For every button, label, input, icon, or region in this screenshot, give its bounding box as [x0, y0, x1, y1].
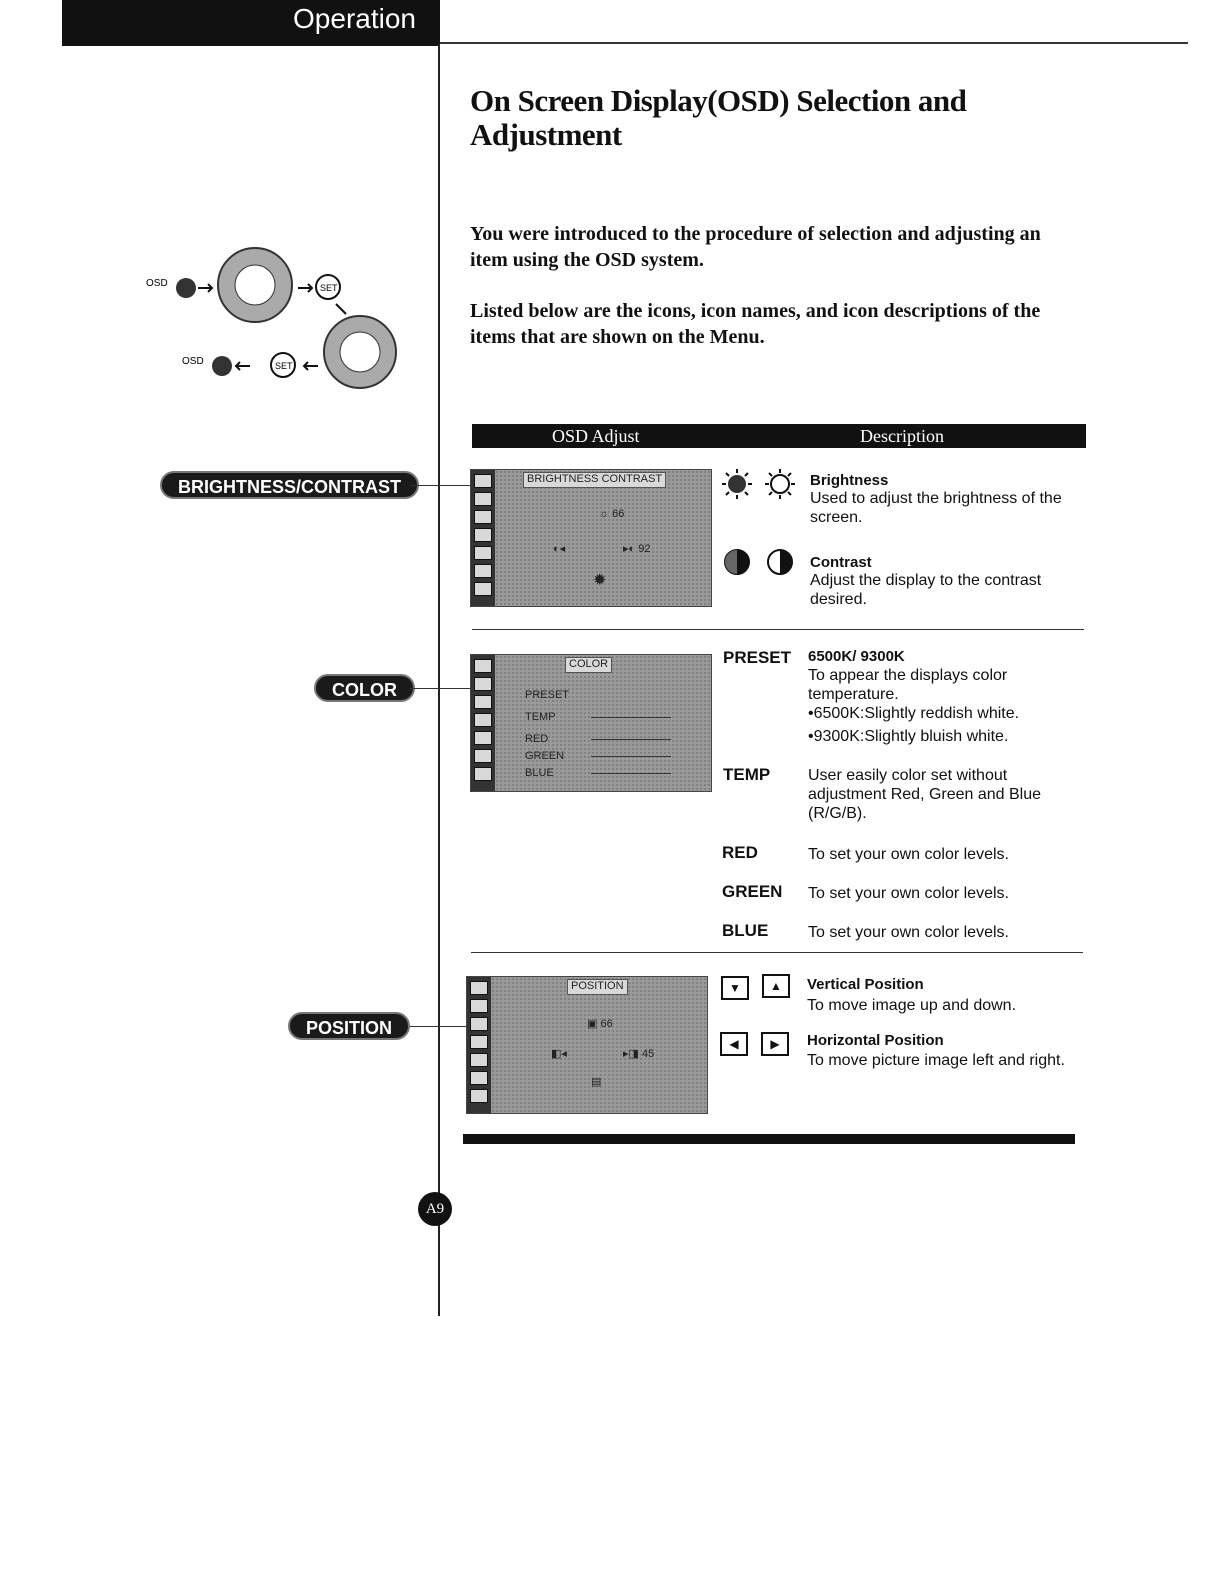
contrast-dark-icon [723, 548, 751, 576]
preset-description: To appear the displays color temperature. [808, 667, 1008, 703]
position-label: POSITION [288, 1012, 410, 1040]
osd-row-preset: PRESET [525, 689, 570, 701]
table-header [472, 424, 1086, 448]
osd-vertical-bottom: ▤ [591, 1076, 602, 1088]
green-key: GREEN [722, 882, 783, 901]
red-description: To set your own color levels. [808, 846, 1009, 863]
page-divider [438, 44, 440, 1316]
osd-brightness-value: ☼ 66 [599, 508, 625, 520]
temp-key: TEMP [723, 765, 771, 784]
column-header-osd-adjust: OSD Adjust [552, 426, 640, 446]
osd-menu-title: COLOR [565, 657, 612, 673]
osd-slider-temp [591, 717, 671, 718]
blue-key: BLUE [722, 921, 769, 940]
osd-slider-green [591, 756, 671, 757]
osd-row-temp: TEMP [525, 711, 556, 723]
horizontal-right-icon: ▶ [761, 1032, 789, 1056]
contrast-title: Contrast [810, 554, 872, 571]
osd-contrast-value: ▸◐ 92 [623, 543, 651, 555]
osd-icon-column [467, 977, 491, 1113]
arrow-right-icon [198, 284, 212, 292]
brightness-dark-icon [722, 468, 752, 500]
page-title: On Screen Display(OSD) Selection and Adjustment [470, 83, 967, 152]
color-label: COLOR [314, 674, 415, 702]
set-label-2: SET [275, 361, 293, 371]
osd-row-red: RED [525, 733, 549, 745]
section-divider [471, 952, 1083, 953]
connector-line [410, 688, 470, 689]
vertical-position-description: To move image up and down. [807, 997, 1017, 1014]
brightness-description: Used to adjust the brightness of the screen. [810, 490, 1062, 526]
osd-icon-column [471, 470, 495, 606]
header-bar [62, 0, 440, 46]
connector-line [410, 485, 470, 486]
osd-button-icon [212, 356, 232, 376]
connector-line [410, 1026, 468, 1027]
osd-row-green: GREEN [525, 750, 565, 762]
osd-icon-column [471, 655, 495, 791]
brightness-contrast-label: BRIGHTNESS/CONTRAST [160, 471, 419, 499]
temp-description: User easily color set without adjustment Red, Green and Blue (R/G/B). [808, 767, 1042, 822]
osd-contrast-left: ◐◂ [553, 543, 566, 555]
arrow-right-icon [298, 284, 312, 292]
osd-vertical-value: ▣ 66 [587, 1018, 613, 1030]
preset-bullet-9300k: •9300K:Slightly bluish white. [808, 728, 1009, 745]
arrow-left-icon [304, 362, 318, 370]
page-number: A9 [418, 1192, 452, 1226]
arrow-left-icon [236, 362, 250, 370]
contrast-description: Adjust the display to the contrast desired. [810, 572, 1042, 608]
section-divider [472, 629, 1084, 630]
section-title: Operation [293, 3, 416, 34]
brightness-title: Brightness [810, 472, 889, 489]
vertical-position-title: Vertical Position [807, 976, 924, 993]
vertical-up-icon: ▲ [762, 974, 790, 998]
arrow-down-icon [336, 304, 346, 314]
osd-menu-title: BRIGHTNESS CONTRAST [523, 472, 666, 488]
column-header-description: Description [860, 426, 944, 446]
contrast-light-icon [766, 548, 794, 576]
osd-menu-title: POSITION [567, 979, 628, 995]
set-label-1: SET [320, 283, 338, 293]
osd-screen-color [470, 654, 712, 792]
brightness-light-icon [764, 468, 796, 500]
horizontal-position-description: To move picture image left and right. [807, 1052, 1065, 1069]
vertical-down-icon: ▼ [721, 976, 749, 1000]
intro-paragraph-1: You were introduced to the procedure of selection and adjusting an item using the OSD system. [470, 223, 1041, 271]
preset-key: PRESET [723, 648, 792, 667]
osd-screen-position [466, 976, 708, 1114]
horizontal-position-title: Horizontal Position [807, 1032, 944, 1049]
intro-paragraph-2: Listed below are the icons, icon names, and icon descriptions of the items that are shown on the Menu. [470, 300, 1041, 348]
red-key: RED [722, 843, 758, 862]
preset-title: 6500K/ 9300K [808, 648, 905, 665]
osd-label-1: OSD [146, 278, 168, 289]
table-bottom-bar [463, 1134, 1075, 1144]
osd-label-2: OSD [182, 356, 204, 367]
osd-row-blue: BLUE [525, 767, 554, 779]
preset-bullet-6500k: •6500K:Slightly reddish white. [808, 705, 1020, 722]
osd-navigation-diagram [140, 240, 410, 390]
osd-button-icon [176, 278, 196, 298]
green-description: To set your own color levels. [808, 885, 1009, 902]
osd-screen-brightness [470, 469, 712, 607]
osd-horizontal-value: ▸◨ 45 [623, 1048, 655, 1060]
osd-brightness-bottom: ✹ [593, 572, 607, 589]
osd-slider-blue [591, 773, 671, 774]
osd-slider-red [591, 739, 671, 740]
osd-horizontal-left: ◧◂ [551, 1048, 567, 1060]
header-rule [440, 42, 1188, 44]
blue-description: To set your own color levels. [808, 924, 1009, 941]
horizontal-left-icon: ◀ [720, 1032, 748, 1056]
